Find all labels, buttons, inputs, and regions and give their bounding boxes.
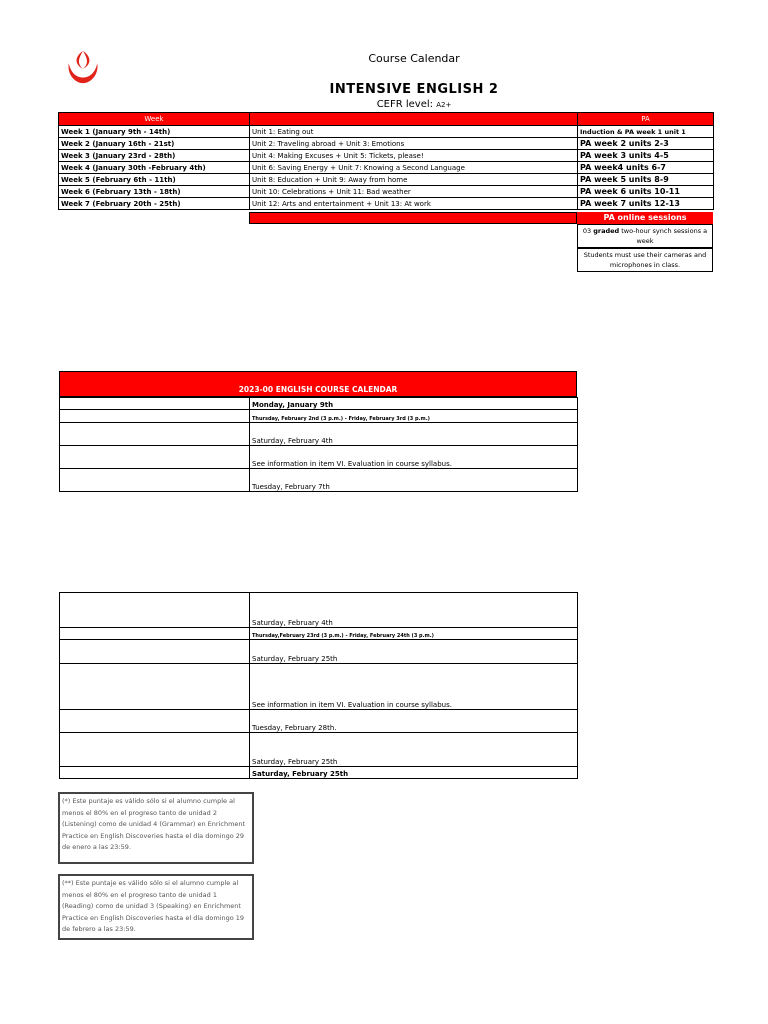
calendar-row [60, 628, 578, 640]
calendar-row [60, 446, 578, 469]
calendar-item-cell [60, 767, 250, 779]
weekly-schedule-table [58, 112, 714, 210]
graded-suffix: two-hour synch sessions a week [619, 227, 708, 245]
calendar-item-cell [60, 423, 250, 446]
week-cell: Week 3 (January 23rd - 28th) [59, 150, 250, 162]
calendar-date-cell: Saturday, February 4th [250, 593, 578, 628]
schedule-row [59, 138, 714, 150]
calendar-item-cell [60, 628, 250, 640]
calendar-date-cell: Tuesday, February 7th [250, 469, 578, 492]
calendar-row [60, 398, 578, 410]
week-cell: Week 7 (February 20th - 25th) [59, 198, 250, 210]
schedule-row [59, 186, 714, 198]
units-cell: Unit 6: Saving Energy + Unit 7: Knowing a Second Language [250, 162, 578, 174]
calendar-row [60, 423, 578, 446]
calendar-row [60, 733, 578, 767]
units-cell: Unit 12: Arts and entertainment + Unit 13: At work [250, 198, 578, 210]
pa-cell: PA week 5 units 8-9 [578, 174, 714, 186]
calendar-date-cell: Thursday,February 23rd (3 p.m.) - Friday, February 24th (3 p.m.) [250, 628, 578, 640]
pa-column-header: PA [578, 113, 714, 126]
cameras-note: Students must use their cameras and microphones in class. [577, 248, 713, 272]
calendar-item-cell [60, 469, 250, 492]
footnote-1: (*) Este puntaje es válido sólo si el alumno cumple al menos el 80% en el progreso tanto de unidad 2 (Listening) como de unidad 4 (Grammar) en Enrichment Practice en English Discoveries hasta el día domingo 29 de enero a las 23:59. [58, 792, 254, 864]
week-cell: Week 4 (January 30th -February 4th) [59, 162, 250, 174]
week-cell: Week 5 (February 6th - 11th) [59, 174, 250, 186]
graded-word: graded [593, 227, 620, 235]
units-cell: Unit 1: Eating out [250, 126, 578, 138]
units-cell: Unit 8: Education + Unit 9: Away from home [250, 174, 578, 186]
course-calendar-table-b [59, 592, 578, 779]
calendar-row [60, 593, 578, 628]
calendar-row [60, 640, 578, 664]
graded-sessions-note [577, 224, 713, 248]
calendar-item-cell [60, 664, 250, 710]
week-cell: Week 2 (January 16th - 21st) [59, 138, 250, 150]
calendar-item-cell [60, 710, 250, 733]
calendar-row [60, 710, 578, 733]
calendar-date-cell: Saturday, February 25th [250, 733, 578, 767]
calendar-date-cell: Saturday, February 25th [250, 767, 578, 779]
calendar-item-cell [60, 398, 250, 410]
pa-cell: PA week 2 units 2-3 [578, 138, 714, 150]
calendar-item-cell [60, 640, 250, 664]
calendar-date-cell: Tuesday, February 28th. [250, 710, 578, 733]
calendar-item-cell [60, 733, 250, 767]
schedule-row [59, 150, 714, 162]
pa-cell: Induction & PA week 1 unit 1 [578, 126, 714, 138]
calendar-date-cell: See information in item VI. Evaluation in course syllabus. [250, 664, 578, 710]
pa-cell: PA week 3 units 4-5 [578, 150, 714, 162]
calendar-item-cell [60, 593, 250, 628]
course-calendar-table-a [59, 397, 578, 492]
course-calendar-title: 2023-00 ENGLISH COURSE CALENDAR [59, 371, 577, 397]
calendar-row [60, 469, 578, 492]
schedule-row [59, 198, 714, 210]
units-red-bar [249, 212, 577, 224]
cefr-value: A2+ [436, 101, 452, 109]
schedule-row [59, 126, 714, 138]
calendar-date-cell: Saturday, February 4th [250, 423, 578, 446]
calendar-date-cell: See information in item VI. Evaluation in course syllabus. [250, 446, 578, 469]
calendar-item-cell [60, 410, 250, 423]
document-title: Course Calendar [368, 52, 460, 65]
week-column-header: Week [59, 113, 250, 126]
calendar-row [60, 410, 578, 423]
units-cell: Unit 2: Traveling abroad + Unit 3: Emotions [250, 138, 578, 150]
cefr-level [0, 99, 768, 110]
units-cell: Unit 4: Making Excuses + Unit 5: Tickets, please! [250, 150, 578, 162]
course-title: INTENSIVE ENGLISH 2 [329, 82, 499, 97]
pa-cell: PA week 6 units 10-11 [578, 186, 714, 198]
schedule-row [59, 174, 714, 186]
units-cell: Unit 10: Celebrations + Unit 11: Bad weather [250, 186, 578, 198]
pa-cell: PA week4 units 6-7 [578, 162, 714, 174]
cefr-label: CEFR level: [376, 99, 434, 110]
week-cell: Week 1 (January 9th - 14th) [59, 126, 250, 138]
pa-online-sessions-header: PA online sessions [577, 212, 713, 224]
units-column-header [250, 113, 578, 126]
calendar-date-cell: Monday, January 9th [250, 398, 578, 410]
calendar-date-cell: Saturday, February 25th [250, 640, 578, 664]
week-cell: Week 6 (February 13th - 18th) [59, 186, 250, 198]
schedule-row [59, 162, 714, 174]
footnote-2: (**) Este puntaje es válido sólo si el alumno cumple al menos el 80% en el progreso tanto de unidad 1 (Reading) como de unidad 3 (Speaking) en Enrichment Practice en English Discoveries hasta el día domingo 19 de febrero a las 23:59. [58, 874, 254, 940]
calendar-row [60, 767, 578, 779]
calendar-date-cell: Thursday, February 2nd (3 p.m.) - Friday, February 3rd (3 p.m.) [250, 410, 578, 423]
calendar-item-cell [60, 446, 250, 469]
pa-cell: PA week 7 units 12-13 [578, 198, 714, 210]
graded-prefix: 03 [582, 227, 594, 235]
calendar-row [60, 664, 578, 710]
